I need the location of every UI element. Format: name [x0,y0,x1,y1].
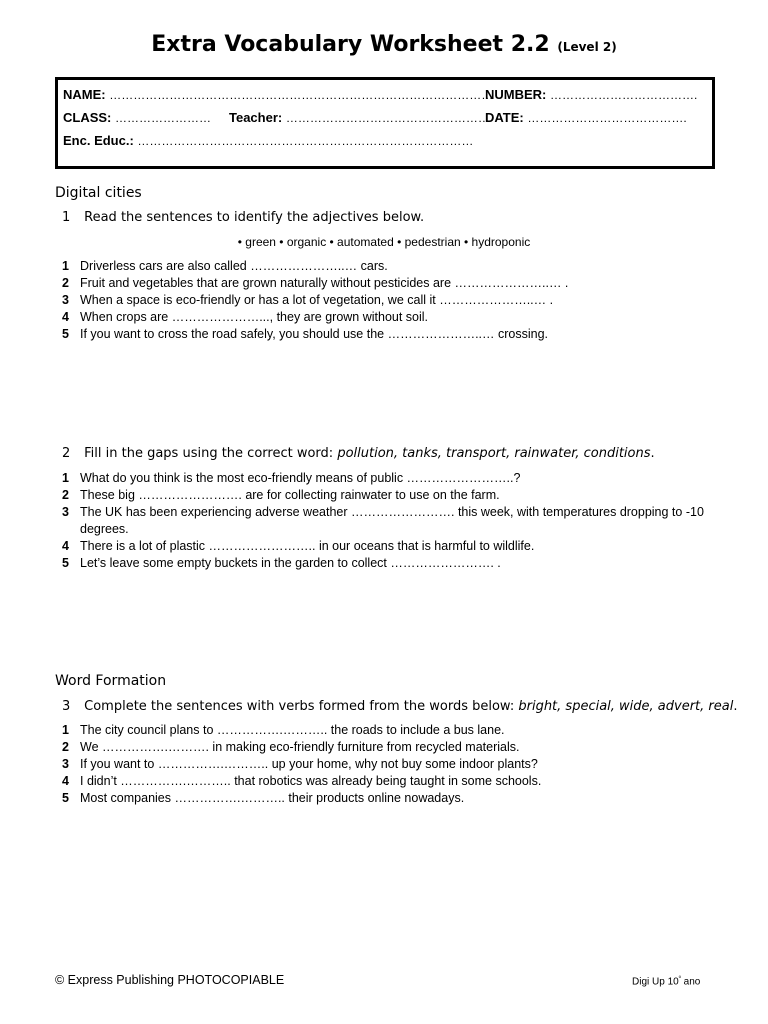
exercise-instruction: Complete the sentences with verbs formed from the words below: [84,699,519,714]
exercise-word-list: pollution, tanks, transport, rainwater, conditions [337,446,651,461]
section-title-digital-cities: Digital cities [55,185,142,201]
exercise-1-list [62,258,712,343]
list-item [62,292,712,309]
name-row [63,87,493,102]
list-item [62,555,712,572]
item-sentence: If you want to cross the road safely, you should use the …………………..… crossing. [80,327,549,341]
date-row [485,110,687,125]
item-sentence: When crops are …………………..., they are grown without soil. [80,310,429,324]
item-sentence: If you want to …………….……….. up your home, why not buy some indoor plants? [80,757,538,771]
exercise-number: 2 [62,446,71,461]
exercise-word-list: bright, special, wide, advert, real [518,699,734,714]
teacher-field[interactable]: …………………………………………… [285,111,490,125]
course-name: Digi Up 10 [632,976,679,988]
section-title-word-formation: Word Formation [55,673,167,689]
exercise-instruction: Fill in the gaps using the correct word: [84,446,338,461]
number-field[interactable]: ………………………………. [550,88,698,102]
list-item [62,773,712,790]
class-label: CLASS: [63,110,112,125]
exercise-2-list [62,470,712,572]
item-sentence: Most companies …………….……….. their products online nowadays. [80,791,465,805]
exercise-instruction: Read the sentences to identify the adjectives below. [84,210,425,225]
item-number: 1 [62,471,69,485]
word-bank: • green • organic • automated • pedestrian • hydroponic [237,235,531,249]
list-item [62,790,712,807]
item-number: 3 [62,757,69,771]
list-item [62,470,712,487]
item-number: 5 [62,556,69,570]
item-sentence: The UK has been experiencing adverse weather ……………………. this week, with temperatures dropping to -10 degrees. [80,505,704,536]
item-number: 1 [62,723,69,737]
item-sentence: Let’s leave some empty buckets in the garden to collect ……………………. . [80,556,501,570]
name-label: NAME: [63,87,106,102]
enc-field[interactable]: ………………………………………………………………………… [137,134,474,148]
list-item [62,487,712,504]
item-number: 3 [62,293,69,307]
item-sentence: The city council plans to …………….……….. the roads to include a bus lane. [80,723,505,737]
item-number: 4 [62,539,69,553]
item-sentence: These big ……………………. are for collecting rainwater to use on the farm. [80,488,500,502]
list-item [62,722,712,739]
item-number: 2 [62,740,69,754]
enc-label: Enc. Educ.: [63,133,134,148]
title-text: Extra Vocabulary Worksheet 2.2 [151,32,550,57]
enc-row [63,133,473,148]
ordinal-mark: º [678,976,681,982]
list-item [62,309,712,326]
exercise-3-list [62,722,712,807]
item-number: 5 [62,327,69,341]
level-label: (Level 2) [557,40,617,54]
item-number: 3 [62,505,69,519]
list-item [62,538,712,555]
list-item [62,326,712,343]
exercise-2-heading [62,446,655,461]
list-item [62,258,712,275]
item-number: 2 [62,488,69,502]
list-item [62,756,712,773]
instruction-period: . [650,446,655,461]
student-info-box [55,77,715,169]
item-number: 4 [62,310,69,324]
number-row [485,87,697,102]
item-number: 5 [62,791,69,805]
class-row [63,110,211,125]
copyright-footer: © Express Publishing PHOTOCOPIABLE [55,973,285,987]
exercise-number: 1 [62,210,71,225]
date-label: DATE: [485,110,524,125]
list-item [62,504,712,538]
item-sentence: Fruit and vegetables that are grown naturally without pesticides are …………………..… . [80,276,569,290]
item-sentence: We …………….………. in making eco-friendly furniture from recycled materials. [80,740,520,754]
item-sentence: I didn’t …………….……….. that robotics was already being taught in some schools. [80,774,542,788]
exercise-1-heading [62,210,424,225]
item-number: 4 [62,774,69,788]
class-field[interactable]: …………………… [115,111,212,125]
date-field[interactable]: …………………………………. [527,111,687,125]
instruction-period: . [733,699,738,714]
item-number: 2 [62,276,69,290]
item-sentence: What do you think is the most eco-friendly means of public ……………………..? [80,471,521,485]
list-item [62,275,712,292]
item-number: 1 [62,259,69,273]
worksheet-title [0,32,768,57]
item-sentence: When a space is eco-friendly or has a lot of vegetation, we call it …………………..… . [80,293,554,307]
teacher-row [229,110,490,125]
exercise-3-heading [62,699,737,714]
item-sentence: There is a lot of plastic …………………….. in our oceans that is harmful to wildlife. [80,539,535,553]
list-item [62,739,712,756]
course-footer [632,976,700,987]
number-label: NUMBER: [485,87,547,102]
exercise-number: 3 [62,699,71,714]
name-field[interactable]: …………………………………………………………………………………… [109,88,494,102]
item-sentence: Driverless cars are also called …………………..… cars. [80,259,388,273]
course-grade: ano [680,976,701,988]
teacher-label: Teacher: [229,110,283,125]
